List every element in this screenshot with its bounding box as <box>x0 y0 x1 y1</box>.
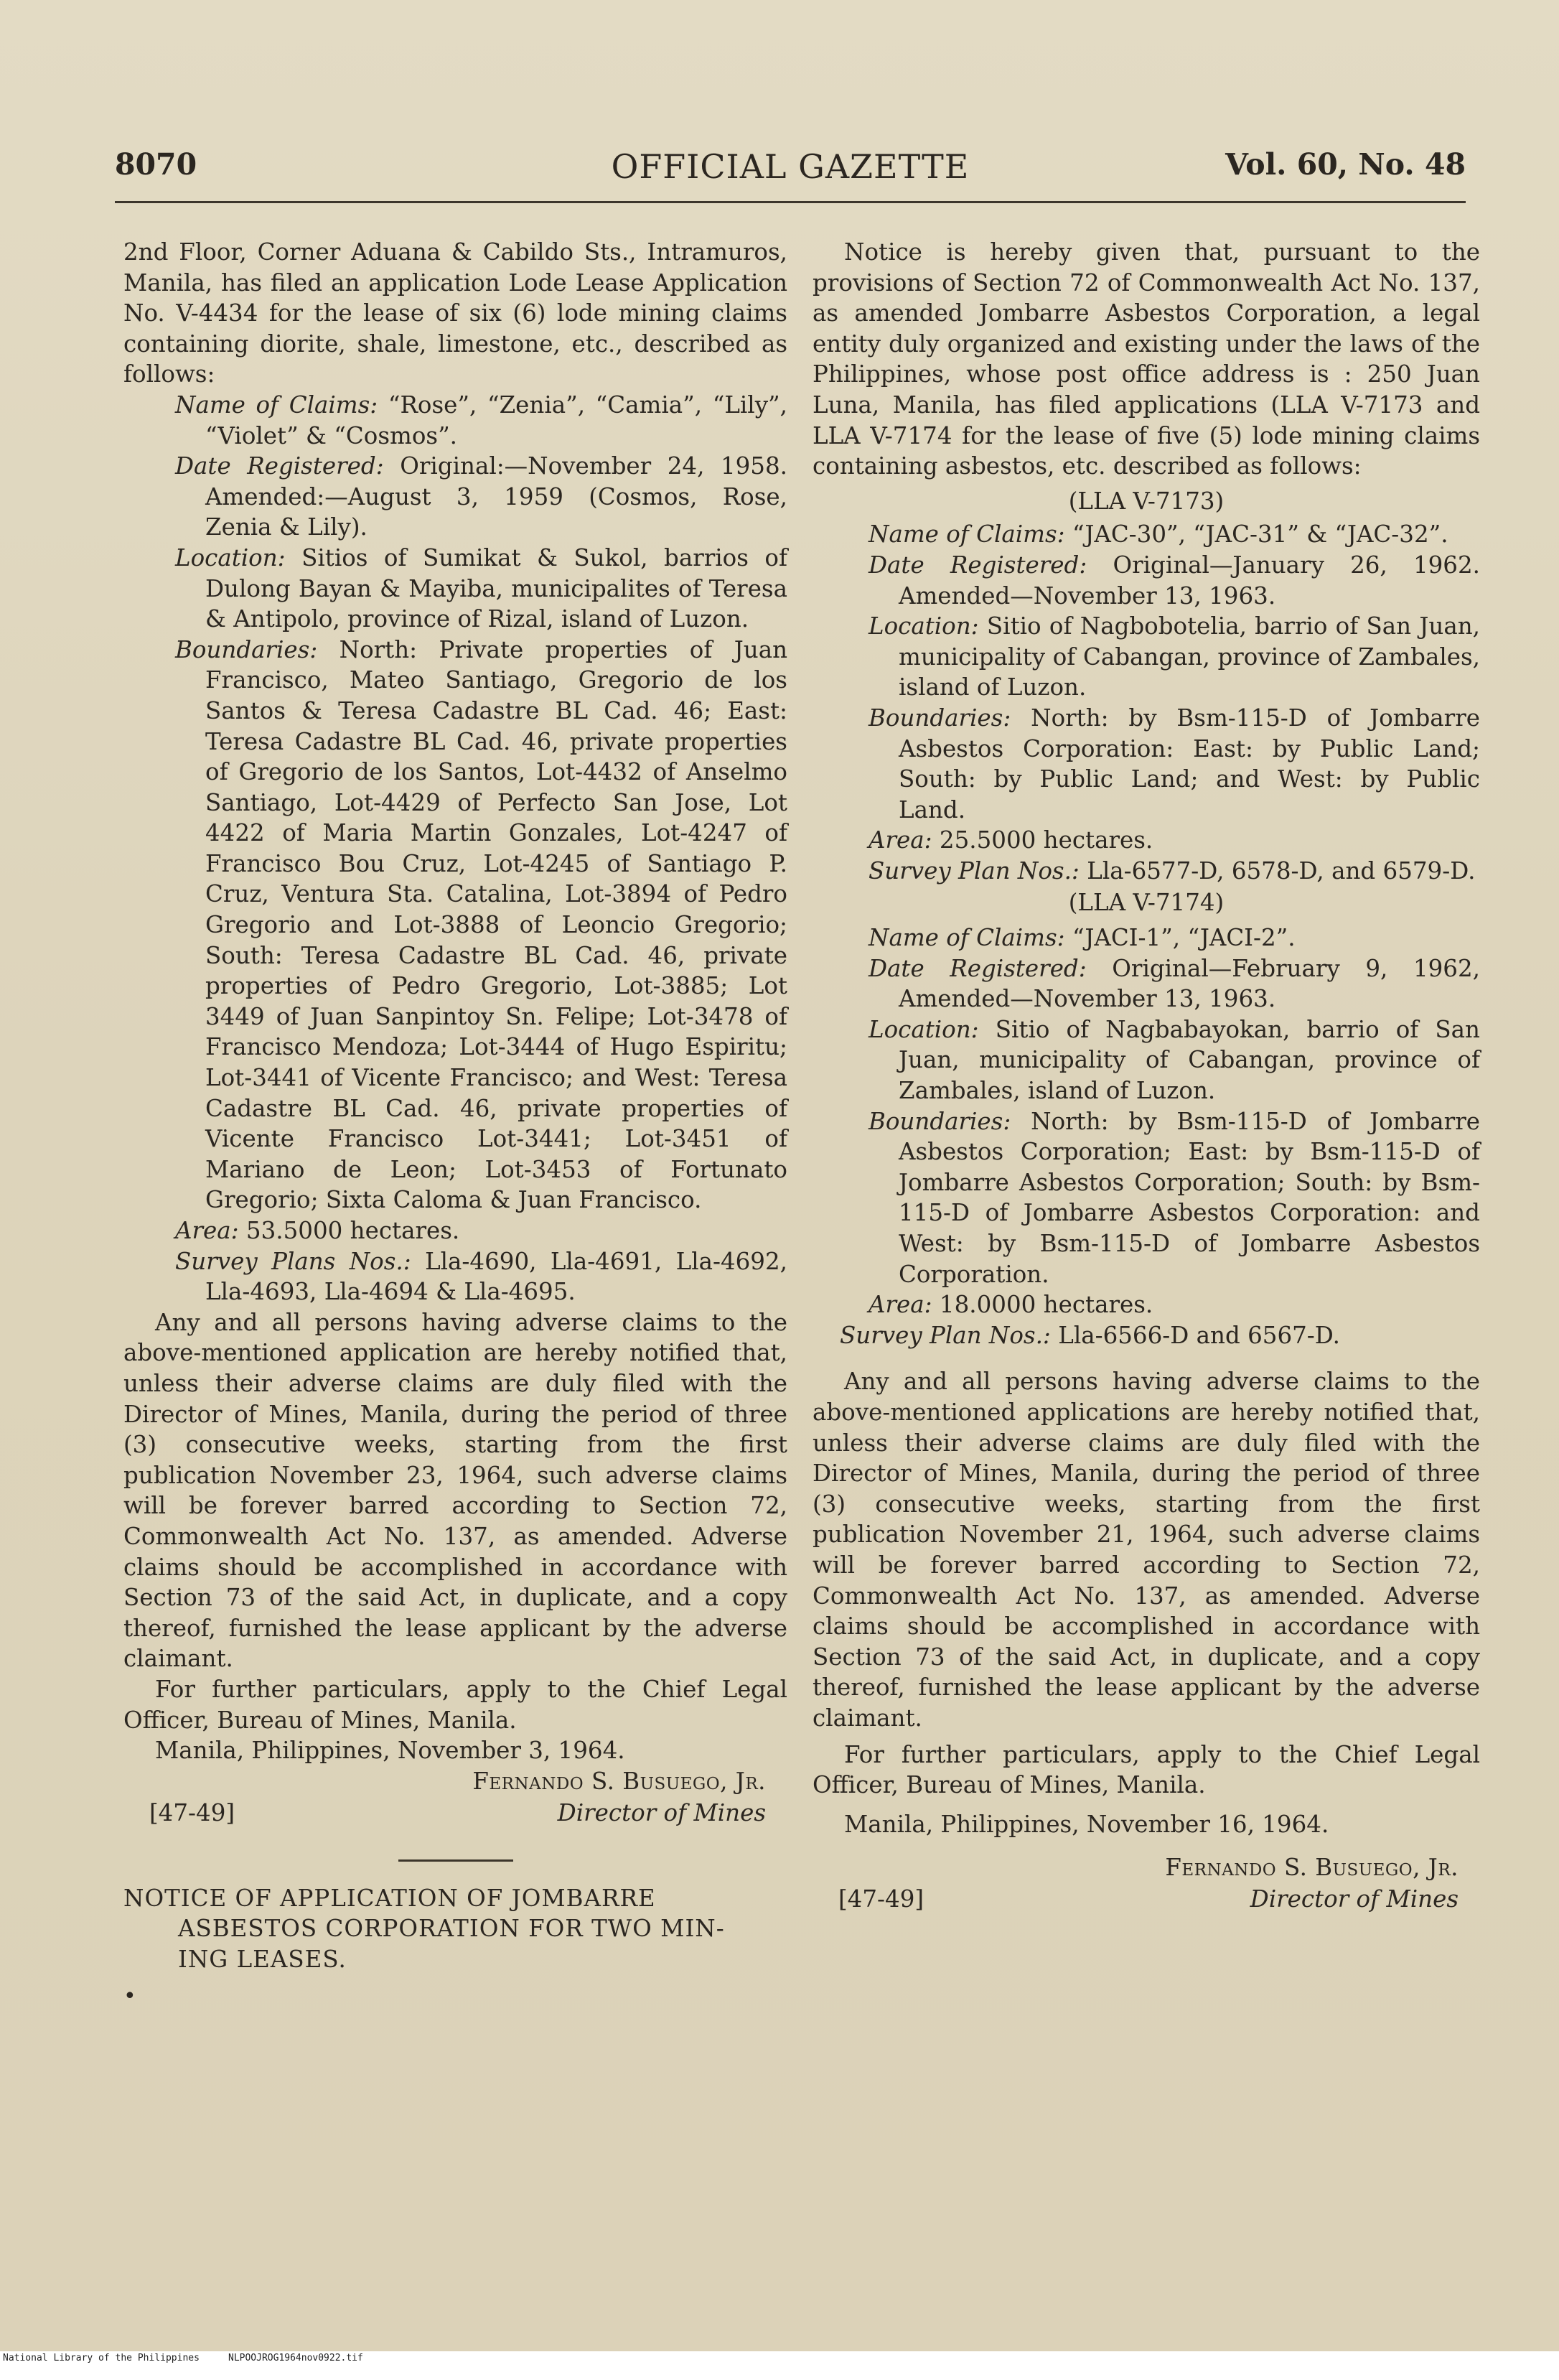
left-boundaries <box>175 635 787 1215</box>
entry-label: Area: <box>869 1291 932 1319</box>
a-location <box>869 611 1480 703</box>
entry-value: North: Private properties of Juan Francisco, Mateo Santiago, Gregorio de los Santos & Teresa Cadastre BL Cad. 46; East: Teresa Cadastre BL Cad. 46, private properties of Gregorio de los Santos, Lot-4432 of Anselmo Santiago, Lot-4429 of Perfecto San Jose, Lot 4422 of Maria Martin Gonzales, Lot-4247 of Francisco Bou Cruz, Lot-4245 of Santiago P. Cruz, Ventura Sta. Catalina, Lot-3894 of Pedro Gregorio and Lot-3888 of Leoncio Gregorio; South: Teresa Cadastre BL Cad. 46, private properties of Pedro Gregorio, Lot-3885; Lot 3449 of Juan Sanpintoy Sn. Felipe; Lot-3478 of Francisco Mendoza; Lot-3444 of Hugo Espiritu; Lot-3441 of Vicente Francisco; and West: Teresa Cadastre BL Cad. 46, private properties of Vicente Francisco Lot-3441; Lot-3451 of Mariano de Leon; Lot-3453 of Fortunato Gregorio; Sixta Caloma & Juan Francisco. <box>205 635 787 1214</box>
scan-footer <box>0 2351 1559 2380</box>
left-survey-plans <box>175 1246 787 1307</box>
notice-heading-line-2: ASBESTOS CORPORATION FOR TWO MIN- <box>178 1915 725 1943</box>
right-further-particulars: For further particulars, apply to the Chief Legal Officer, Bureau of Mines, Manila. <box>813 1740 1480 1799</box>
header-rule <box>115 201 1466 203</box>
entry-label: Boundaries: <box>869 704 1011 732</box>
right-column <box>813 237 1480 1917</box>
entry-label: Name of Claims: <box>175 391 378 419</box>
entry-label: Survey Plan Nos.: <box>840 1321 1051 1349</box>
entry-label: Boundaries: <box>175 635 318 663</box>
volume-number: Vol. 60, No. 48 <box>1225 147 1466 182</box>
b-survey-plans <box>840 1320 1480 1351</box>
a-survey-plans <box>869 856 1480 887</box>
entry-label: Area: <box>175 1217 239 1244</box>
signatory-title: Director of Mines <box>1250 1885 1459 1913</box>
entry-label: Location: <box>869 612 979 640</box>
entry-value: Lla-6566-D and 6567-D. <box>1058 1321 1341 1349</box>
left-dateline: Manila, Philippines, November 3, 1964. <box>155 1737 625 1765</box>
bullet-mark: • <box>123 1984 136 2010</box>
lla-7173-heading: (LLA V-7173) <box>1068 487 1225 515</box>
left-date-registered <box>175 451 787 543</box>
issue-code: [47-49] <box>149 1798 235 1826</box>
publication-title: OFFICIAL GAZETTE <box>611 147 970 186</box>
entry-label: Date Registered: <box>869 551 1087 579</box>
left-intro-paragraph: 2nd Floor, Corner Aduana & Cabildo Sts., Intramuros, Manila, has filed an application Lode Lease Application No. V-4434 for the lease of six (6) lode mining claims containing diorite, shale, limestone, etc., described as follows: <box>123 238 787 388</box>
lla-7174-heading: (LLA V-7174) <box>1068 889 1225 917</box>
entry-value: 25.5000 hectares. <box>939 826 1153 854</box>
a-boundaries <box>869 703 1480 825</box>
b-location <box>869 1014 1480 1106</box>
notice-heading-line-1: NOTICE OF APPLICATION OF JOMBARRE <box>123 1884 656 1912</box>
entry-label: Boundaries: <box>869 1107 1011 1135</box>
entry-label: Name of Claims: <box>869 924 1065 952</box>
notice-heading-line-3: ING LEASES. <box>178 1945 347 1973</box>
entry-label: Location: <box>175 543 286 571</box>
signatory-name: Fernando S. Busuego, Jr. <box>472 1767 766 1795</box>
entry-label: Survey Plans Nos.: <box>175 1247 411 1275</box>
b-area <box>869 1289 1480 1320</box>
entry-value: “JACI-1”, “JACI-2”. <box>1072 924 1296 952</box>
issue-code: [47-49] <box>838 1885 924 1913</box>
library-credit: National Library of the Philippines <box>3 2353 200 2363</box>
section-divider <box>398 1859 513 1862</box>
right-dateline: Manila, Philippines, November 16, 1964. <box>844 1810 1329 1838</box>
entry-label: Area: <box>869 826 932 854</box>
entry-value: 53.5000 hectares. <box>245 1217 460 1244</box>
entry-label: Date Registered: <box>175 452 384 480</box>
right-adverse-claims-paragraph: Any and all persons having adverse claims to the above-mentioned applications are hereby notified that, unless their adverse claims are duly filed with the Director of Mines, Manila, during the period of three (3) consecutive weeks, starting from the first publication November 21, 1964, such adverse claims will be forever barred according to Section 72, Commonwealth Act No. 137, as amended. Adverse claims should be accomplished in accordance with Section 73 of the said Act, in duplicate, and a copy thereof, furnished the lease applicant by the adverse claimant. <box>813 1368 1480 1732</box>
scan-filename: NLPOOJROG1964nov0922.tif <box>228 2353 363 2363</box>
page-number: 8070 <box>115 147 197 182</box>
page-header <box>115 147 1466 190</box>
entry-value: “JAC-30”, “JAC-31” & “JAC-32”. <box>1072 521 1448 549</box>
entry-label: Survey Plan Nos.: <box>869 857 1080 885</box>
left-adverse-claims-paragraph: Any and all persons having adverse claims to the above-mentioned application are hereby notified that, unless their adverse claims are duly filed with the Director of Mines, Manila, during the period of three (3) consecutive weeks, starting from the first publication November 23, 1964, such adverse claims will be forever barred according to Section 72, Commonwealth Act No. 137, as amended. Adverse claims should be accomplished in accordance with Section 73 of the said Act, in duplicate, and a copy thereof, furnished the lease applicant by the adverse claimant. <box>123 1308 787 1673</box>
a-date-registered <box>869 550 1480 611</box>
left-name-of-claims <box>175 390 787 451</box>
entry-value: North: by Bsm-115-D of Jombarre Asbestos Corporation: East: by Public Land; South: by Public Land; and West: by Public Land. <box>899 704 1480 823</box>
signatory-name: Fernando S. Busuego, Jr. <box>1165 1854 1459 1882</box>
b-boundaries <box>869 1106 1480 1290</box>
entry-label: Location: <box>869 1015 979 1043</box>
a-area <box>869 825 1480 856</box>
left-area <box>175 1215 787 1246</box>
entry-label: Name of Claims: <box>869 521 1065 549</box>
entry-value: Sitio of Nagbobotelia, barrio of San Juan, municipality of Cabangan, province of Zambales, island of Luzon. <box>899 612 1480 701</box>
b-date-registered <box>869 953 1480 1014</box>
entry-value: Sitio of Nagbabayokan, barrio of San Juan, municipality of Cabangan, province of Zambales, island of Luzon. <box>899 1015 1480 1105</box>
left-location <box>175 543 787 635</box>
entry-value: North: by Bsm-115-D of Jombarre Asbestos Corporation; East: by Bsm-115-D of Jombarre Asbestos Corporation; South: by Bsm-115-D of Jombarre Asbestos Corporation: and West: by Bsm-115-D of Jombarre Asbestos Corporation. <box>899 1107 1480 1288</box>
entry-value: Original—February 9, 1962, Amended—November 13, 1963. <box>899 954 1480 1013</box>
entry-value: “Rose”, “Zenia”, “Camia”, “Lily”, “Violet” & “Cosmos”. <box>205 391 787 449</box>
entry-value: Original:—November 24, 1958. Amended:—August 3, 1959 (Cosmos, Rose, Zenia & Lily). <box>205 452 787 541</box>
entry-label: Date Registered: <box>869 954 1087 982</box>
entry-value: Sitios of Sumikat & Sukol, barrios of Dulong Bayan & Mayiba, municipalites of Teresa & Antipolo, province of Rizal, island of Luzon. <box>205 543 787 633</box>
entry-value: Lla-4690, Lla-4691, Lla-4692, Lla-4693, Lla-4694 & Lla-4695. <box>205 1247 787 1306</box>
left-signature-block <box>123 1766 787 1831</box>
entry-value: Original—January 26, 1962. Amended—November 13, 1963. <box>899 551 1480 610</box>
right-signature-block <box>813 1852 1480 1917</box>
entry-value: Lla-6577-D, 6578-D, and 6579-D. <box>1087 857 1476 885</box>
left-further-particulars: For further particulars, apply to the Chief Legal Officer, Bureau of Mines, Manila. <box>123 1675 787 1734</box>
a-name-of-claims <box>869 519 1480 550</box>
left-column <box>123 237 787 2012</box>
signatory-title: Director of Mines <box>557 1798 766 1826</box>
entry-value: 18.0000 hectares. <box>939 1291 1153 1319</box>
b-name-of-claims <box>869 923 1480 953</box>
right-intro-paragraph: Notice is hereby given that, pursuant to the provisions of Section 72 of Commonwealth Act No. 137, as amended Jombarre Asbestos Corporation, a legal entity duly organized and existing under the laws of the Philippines, whose post office address is : 250 Juan Luna, Manila, has filed applications (LLA V-7173 and LLA V-7174 for the lease of five (5) lode mining claims containing asbestos, etc. described as follows: <box>813 238 1480 480</box>
